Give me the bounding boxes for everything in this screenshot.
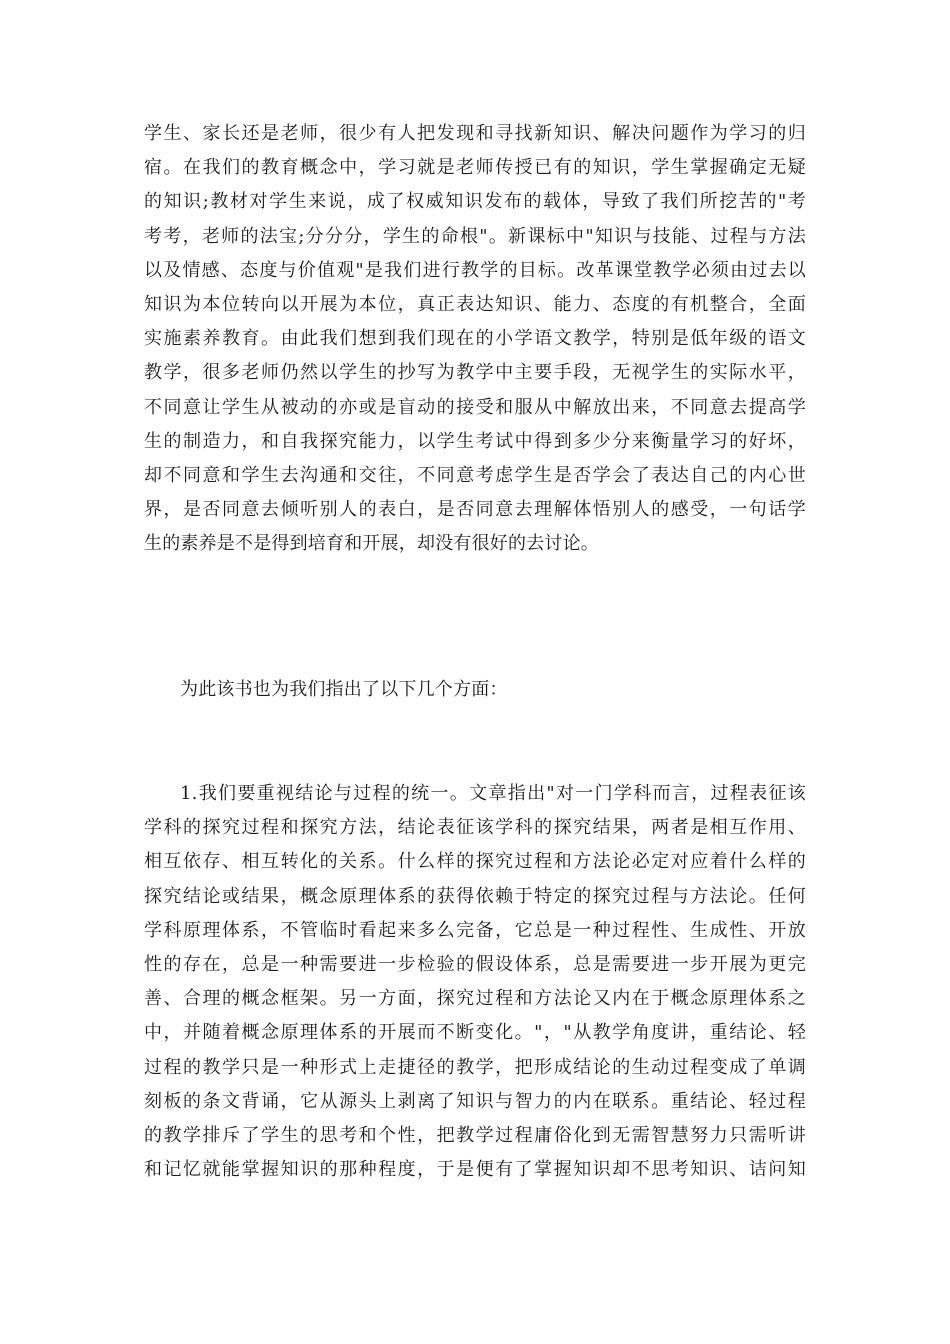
text-line: 和记忆就能掌握知识的那种程度，于是便有了掌握知识却不思考知识、诘问知 [144,1159,806,1181]
text-line: 过程的教学只是一种形式上走捷径的教学，把形成结论的生动过程变成了单调 [144,1056,806,1078]
text-line: 学科原理体系，不管临时看起来多么完备，它总是一种过程性、生成性、开放 [144,919,806,941]
text-line: 善、合理的概念框架。另一方面，探究过程和方法论又内在于概念原理体系之 [144,988,806,1010]
text-line: 探究结论或结果，概念原理体系的获得依赖于特定的探究过程与方法论。任何 [144,885,806,907]
text-line: 知识为本位转向以开展为本位，真正表达知识、能力、态度的有机整合，全面 [144,293,806,315]
text-line: 1.我们要重视结论与过程的统一。文章指出"对一门学科而言，过程表征该 [180,783,806,804]
text-line: 学生、家长还是老师，很少有人把发现和寻找新知识、解决问题作为学习的归 [144,123,806,144]
text-line: 却不同意和学生去沟通和交往，不同意考虑学生是否学会了表达自己的内心世 [144,464,806,486]
text-line: 宿。在我们的教育概念中，学习就是老师传授已有的知识，学生掌握确定无疑 [144,157,806,179]
text-line: 的教学排斥了学生的思考和个性，把教学过程庸俗化到无需智慧努力只需听讲 [144,1124,806,1146]
text-line: 中，并随着概念原理体系的开展而不断变化。"，"从教学角度讲，重结论、轻 [144,1022,806,1044]
text-line: 性的存在，总是一种需要进一步检验的假设体系，总是需要进一步开展为更完 [144,953,806,975]
paragraph-education-concept [144,117,806,561]
text-line: 实施素养教育。由此我们想到我们现在的小学语文教学，特别是低年级的语文 [144,328,806,350]
text-line: 考考，老师的法宝;分分分，学生的命根"。新课标中"知识与技能、过程与方法 [144,225,806,247]
paragraph-intro-aspects [144,673,806,707]
paragraph-point-1 [144,777,806,1187]
text-line: 为此该书也为我们指出了以下几个方面： [180,679,508,700]
text-line: 的知识;教材对学生来说，成了权威知识发布的载体，导致了我们所挖苦的"考 [144,191,806,213]
text-line: 以及情感、态度与价值观"是我们进行教学的目标。改革课堂教学必须由过去以 [144,259,806,281]
text-line: 刻板的条文背诵，它从源头上剥离了知识与智力的内在联系。重结论、轻过程 [144,1090,806,1112]
text-line: 不同意让学生从被动的亦或是盲动的接受和服从中解放出来，不同意去提高学 [144,396,806,418]
text-line: 生的制造力，和自我探究能力，以学生考试中得到多少分来衡量学习的好坏， [144,430,806,452]
text-line: 学科的探究过程和探究方法，结论表征该学科的探究结果，两者是相互作用、 [144,817,806,839]
text-line: 相互依存、相互转化的关系。什么样的探究过程和方法论必定对应着什么样的 [144,851,806,873]
text-line: 生的素养是不是得到培育和开展，却没有很好的去讨论。 [144,533,599,555]
text-line: 教学，很多老师仍然以学生的抄写为教学中主要手段，无视学生的实际水平， [144,362,806,384]
text-line: 界，是否同意去倾听别人的表白，是否同意去理解体悟别人的感受，一句话学 [144,499,806,521]
